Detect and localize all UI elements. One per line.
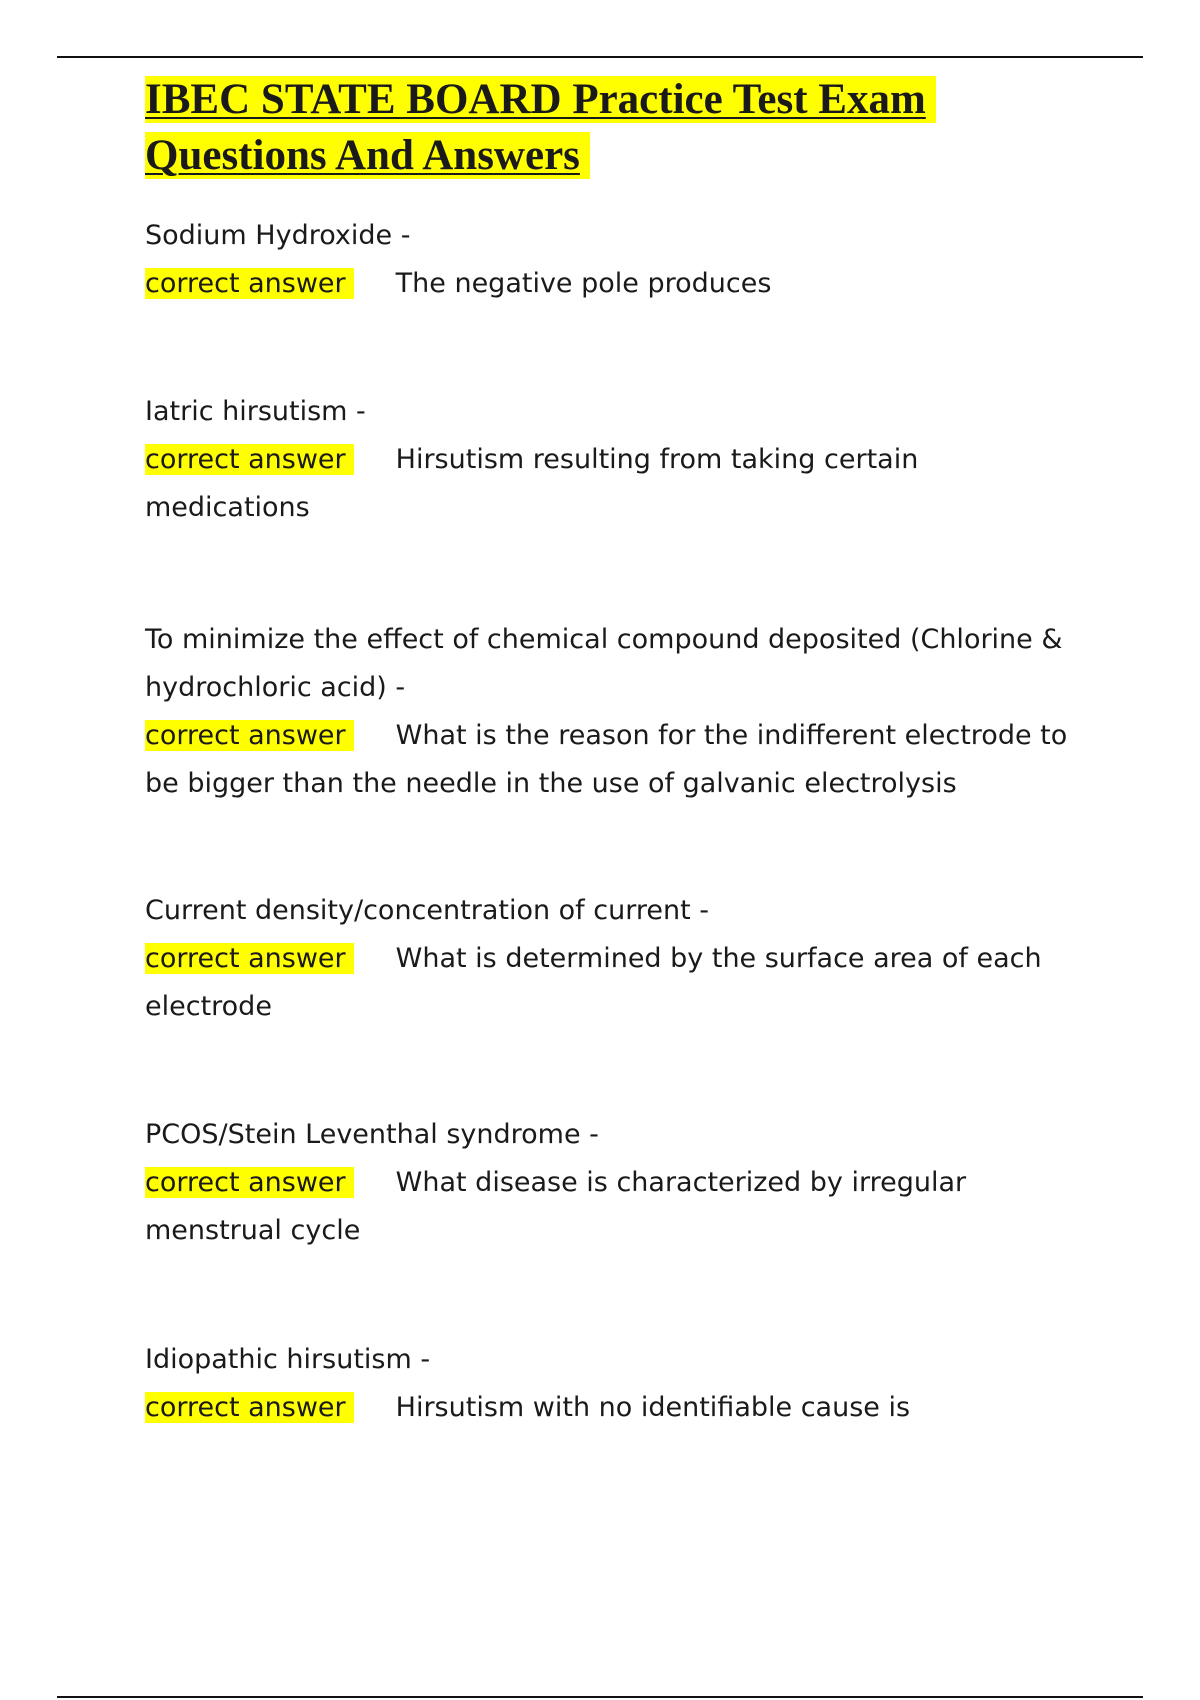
bottom-rule [57,1696,1143,1698]
correct-answer-label: correct answer [145,444,354,475]
correct-answer-label: correct answer [145,1392,354,1423]
qa-item [145,887,1085,1031]
question-term: PCOS/Stein Leventhal syndrome - [145,1119,599,1150]
qa-item [145,1336,1085,1432]
qa-item [145,1111,1085,1255]
question-term: Sodium Hydroxide - [145,220,411,251]
answer-text: What is determined by the surface area of each electrode [145,943,1042,1022]
answer-text: The negative pole produces [395,268,772,299]
answer-line [145,436,1085,532]
correct-answer-label: correct answer [145,268,354,299]
top-rule [57,56,1143,58]
question-term: Iatric hirsutism - [145,396,366,427]
correct-answer-label: correct answer [145,720,354,751]
question-term: To minimize the effect of chemical compound deposited (Chlorine & hydrochloric acid) - [145,624,1063,703]
answer-line [145,1384,1085,1432]
qa-item [145,388,1085,532]
answer-text: Hirsutism with no identifiable cause is [395,1392,911,1423]
qa-item [145,616,1085,808]
answer-text: Hirsutism resulting from taking certain medications [145,444,919,523]
answer-text: What is the reason for the indifferent electrode to be bigger than the needle in the use of galvanic electrolysis [145,720,1068,799]
document-body [145,72,1085,1423]
correct-answer-label: correct answer [145,943,354,974]
qa-item [145,212,1085,308]
answer-line [145,260,1085,308]
page-title: IBEC STATE BOARD Practice Test Exam Questions And Answers [145,72,1085,184]
question-term: Idiopathic hirsutism - [145,1344,431,1375]
answer-line [145,1159,1085,1255]
answer-text: What disease is characterized by irregular menstrual cycle [145,1167,967,1246]
answer-line [145,935,1085,1031]
answer-line [145,712,1085,808]
correct-answer-label: correct answer [145,1167,354,1198]
question-term: Current density/concentration of current - [145,895,709,926]
